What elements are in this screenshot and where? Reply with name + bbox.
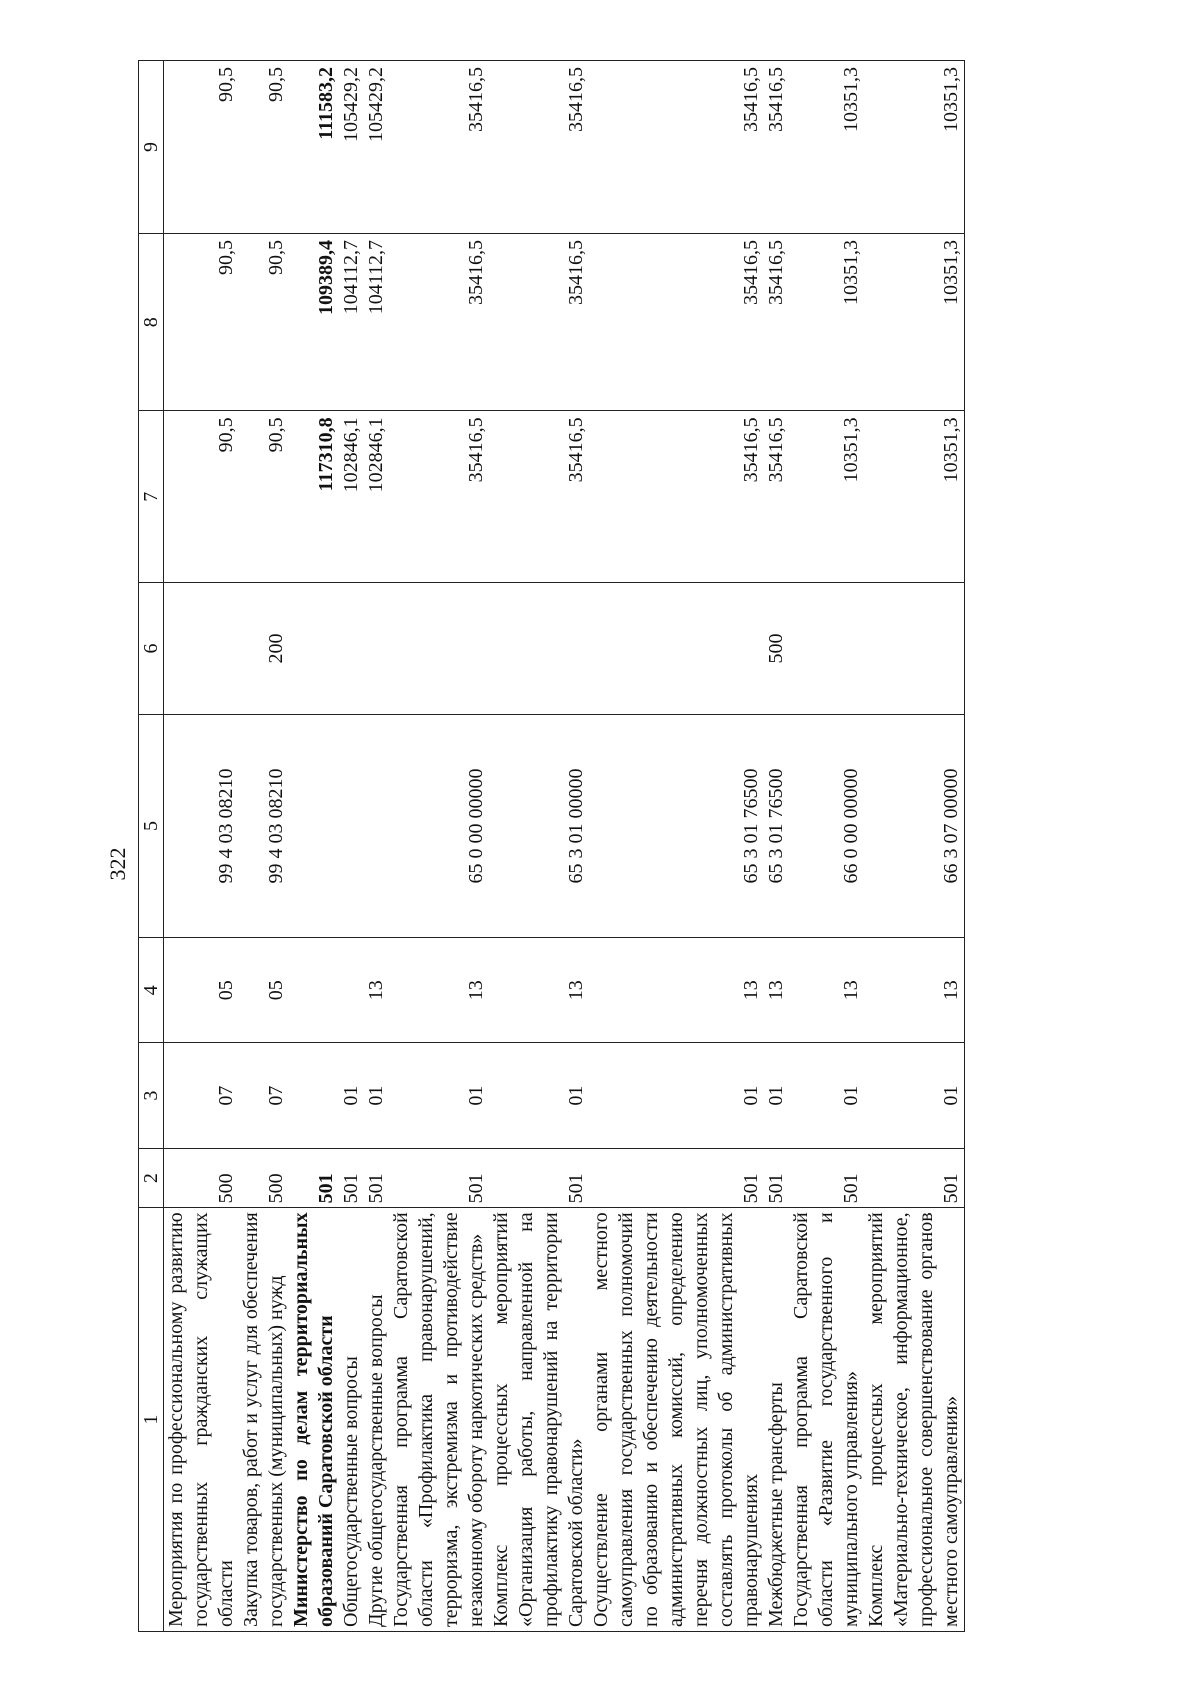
column-5-value (339, 714, 364, 937)
column-header-5: 5 (139, 714, 164, 937)
column-8-value: 35416,5 (489, 233, 589, 410)
column-4-value (289, 938, 339, 1043)
column-6-value: 500 (764, 583, 789, 715)
table-row (389, 61, 489, 1632)
table-body (164, 61, 965, 1632)
column-2-value: 500 (239, 1148, 289, 1208)
column-8-value: 104112,7 (339, 233, 364, 410)
row-name: Комплекс процессных мероприятий «Материально-техническое, информационное, профессиональное совершенствование органов местного самоуправления» (864, 1208, 965, 1632)
column-6-value (789, 583, 864, 715)
column-4-value: 13 (364, 938, 389, 1043)
table-row (164, 61, 240, 1632)
column-7-value: 10351,3 (789, 411, 864, 583)
column-3-value: 01 (864, 1043, 965, 1148)
column-2-value: 501 (364, 1148, 389, 1208)
column-header-1: 1 (139, 1208, 164, 1632)
column-header-6: 6 (139, 583, 164, 715)
column-8-value: 109389,4 (289, 233, 339, 410)
column-6-value (364, 583, 389, 715)
column-9-value: 90,5 (164, 61, 240, 234)
column-5-value: 99 4 03 08210 (164, 714, 240, 937)
column-9-value: 90,5 (239, 61, 289, 234)
column-7-value: 102846,1 (364, 411, 389, 583)
column-9-value: 105429,2 (364, 61, 389, 234)
table-row (489, 61, 589, 1632)
column-7-value: 35416,5 (489, 411, 589, 583)
column-3-value: 01 (489, 1043, 589, 1148)
column-3-value: 07 (164, 1043, 240, 1148)
column-4-value: 13 (489, 938, 589, 1043)
column-7-value: 35416,5 (389, 411, 489, 583)
column-5-value: 66 0 00 00000 (789, 714, 864, 937)
row-name: Закупка товаров, работ и услуг для обеспечения государственных (муниципальных) нужд (239, 1208, 289, 1632)
column-6-value (289, 583, 339, 715)
column-7-value: 90,5 (164, 411, 240, 583)
column-header-7: 7 (139, 411, 164, 583)
row-name: Другие общегосударственные вопросы (364, 1208, 389, 1632)
table-row (289, 61, 339, 1632)
column-2-value: 501 (289, 1148, 339, 1208)
column-5-value: 65 3 01 00000 (489, 714, 589, 937)
row-name: Осуществление органами местного самоуправления государственных полномочий по образованию и обеспечению деятельности административных комиссий, определению перечня должностных лиц, уполномоченных составлять протоколы об административных правонарушениях (589, 1208, 764, 1632)
column-8-value: 90,5 (164, 233, 240, 410)
column-9-value: 35416,5 (764, 61, 789, 234)
column-2-value: 501 (864, 1148, 965, 1208)
column-4-value: 05 (239, 938, 289, 1043)
column-5-value: 65 0 00 00000 (389, 714, 489, 937)
budget-table (138, 60, 965, 1632)
table-row (864, 61, 965, 1632)
table-row (364, 61, 389, 1632)
column-4-value: 13 (589, 938, 764, 1043)
column-2-value: 500 (164, 1148, 240, 1208)
column-3-value: 01 (789, 1043, 864, 1148)
column-5-value (364, 714, 389, 937)
column-9-value: 35416,5 (489, 61, 589, 234)
column-6-value (339, 583, 364, 715)
column-5-value: 65 3 01 76500 (764, 714, 789, 937)
column-8-value: 10351,3 (789, 233, 864, 410)
column-5-value (289, 714, 339, 937)
row-name: Комплекс процессных мероприятий «Организация работы, направленной на профилактику правонарушений на территории Саратовской области» (489, 1208, 589, 1632)
column-3-value: 01 (389, 1043, 489, 1148)
column-6-value (389, 583, 489, 715)
column-4-value: 13 (789, 938, 864, 1043)
row-name: Межбюджетные трансферты (764, 1208, 789, 1632)
table-row (764, 61, 789, 1632)
column-7-value: 35416,5 (764, 411, 789, 583)
column-header-3: 3 (139, 1043, 164, 1148)
column-2-value: 501 (589, 1148, 764, 1208)
column-2-value: 501 (339, 1148, 364, 1208)
column-8-value: 35416,5 (389, 233, 489, 410)
table-row (789, 61, 864, 1632)
column-5-value: 65 3 01 76500 (589, 714, 764, 937)
column-8-value: 104112,7 (364, 233, 389, 410)
column-7-value: 117310,8 (289, 411, 339, 583)
table-row (239, 61, 289, 1632)
column-9-value: 111583,2 (289, 61, 339, 234)
column-5-value: 66 3 07 00000 (864, 714, 965, 937)
column-header-2: 2 (139, 1148, 164, 1208)
column-5-value: 99 4 03 08210 (239, 714, 289, 937)
column-9-value: 10351,3 (789, 61, 864, 234)
column-3-value: 01 (589, 1043, 764, 1148)
row-name: Государственная программа Саратовской области «Развитие государственного и муниципального управления» (789, 1208, 864, 1632)
column-9-value: 10351,3 (864, 61, 965, 234)
column-8-value: 35416,5 (764, 233, 789, 410)
column-7-value: 102846,1 (339, 411, 364, 583)
column-7-value: 90,5 (239, 411, 289, 583)
page-number: 322 (105, 847, 130, 881)
table-row (339, 61, 364, 1632)
column-2-value: 501 (789, 1148, 864, 1208)
column-3-value: 07 (239, 1043, 289, 1148)
column-6-value (489, 583, 589, 715)
column-4-value: 13 (764, 938, 789, 1043)
row-name: Общегосударственные вопросы (339, 1208, 364, 1632)
table-row (589, 61, 764, 1632)
column-6-value (589, 583, 764, 715)
column-7-value: 35416,5 (589, 411, 764, 583)
column-6-value (164, 583, 240, 715)
column-4-value: 13 (389, 938, 489, 1043)
column-9-value: 105429,2 (339, 61, 364, 234)
column-header-9: 9 (139, 61, 164, 234)
column-2-value: 501 (489, 1148, 589, 1208)
row-name: Государственная программа Саратовской области «Профилактика правонарушений, терроризма, экстремизма и противодействие незаконному обороту наркотических средств» (389, 1208, 489, 1632)
column-3-value: 01 (764, 1043, 789, 1148)
column-6-value: 200 (239, 583, 289, 715)
row-name: Министерство по делам территориальных образований Саратовской области (289, 1208, 339, 1632)
column-8-value: 35416,5 (589, 233, 764, 410)
column-4-value: 13 (864, 938, 965, 1043)
column-3-value: 01 (364, 1043, 389, 1148)
column-3-value: 01 (339, 1043, 364, 1148)
column-2-value: 501 (389, 1148, 489, 1208)
column-9-value: 35416,5 (389, 61, 489, 234)
column-4-value: 05 (164, 938, 240, 1043)
column-4-value (339, 938, 364, 1043)
column-6-value (864, 583, 965, 715)
column-header-4: 4 (139, 938, 164, 1043)
column-3-value (289, 1043, 339, 1148)
column-9-value: 35416,5 (589, 61, 764, 234)
header-row (139, 61, 164, 1632)
column-2-value: 501 (764, 1148, 789, 1208)
column-header-8: 8 (139, 233, 164, 410)
column-8-value: 90,5 (239, 233, 289, 410)
column-8-value: 10351,3 (864, 233, 965, 410)
row-name: Мероприятия по профессиональному развитию государственных гражданских служащих области (164, 1208, 240, 1632)
column-7-value: 10351,3 (864, 411, 965, 583)
